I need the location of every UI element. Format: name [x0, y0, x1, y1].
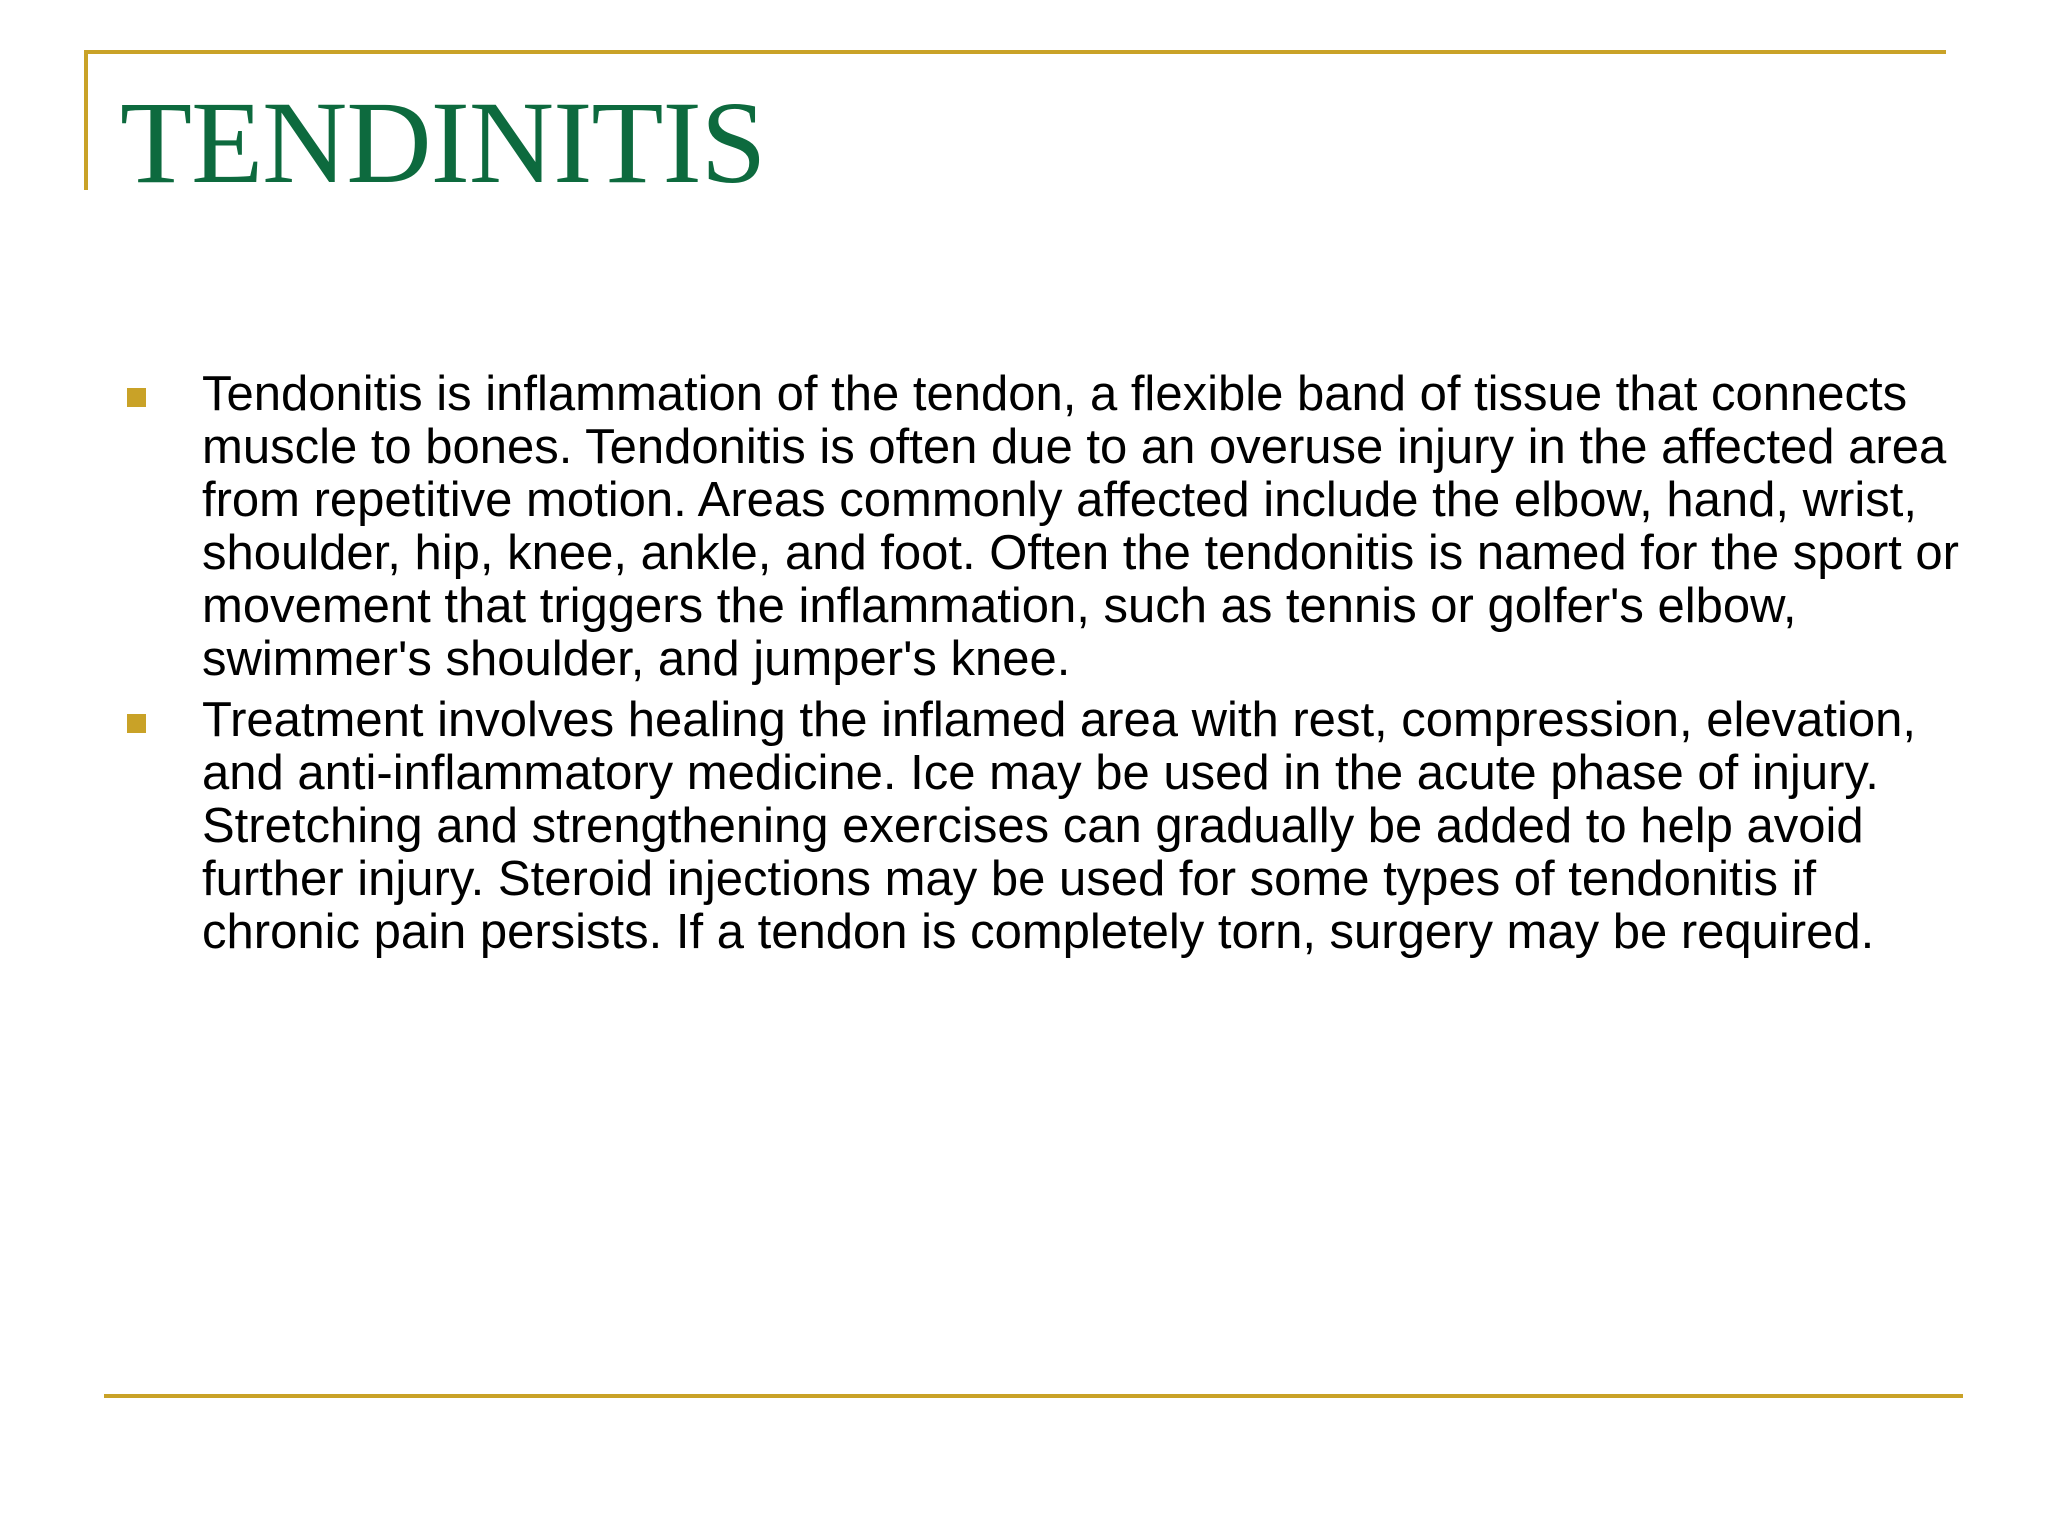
square-bullet-icon: [127, 714, 146, 733]
top-accent-rule: [84, 50, 1946, 54]
bullet-item: [122, 694, 1962, 959]
bullet-text: Treatment involves healing the inflamed area with rest, compression, elevation, and anti-inflammatory medicine. Ice may be used in the acute phase of injury. Stretching and strengthening exercises can gradually be added to help avoid further injury. Steroid injections may be used for some types of tendonitis if chronic pain persists. If a tendon is completely torn, surgery may be required.: [202, 693, 1917, 959]
square-bullet-icon: [127, 388, 146, 407]
left-accent-rule: [84, 50, 88, 190]
bullet-list: [122, 368, 1962, 959]
bullet-text: Tendonitis is inflammation of the tendon, a flexible band of tissue that connects muscle to bones. Tendonitis is often due to an overuse injury in the affected area from repetitive motion. Areas commonly affected include the elbow, hand, wrist, shoulder, hip, knee, ankle, and foot. Often the tendonitis is named for the sport or movement that triggers the inflammation, such as tennis or golfer's elbow, swimmer's shoulder, and jumper's knee.: [202, 367, 1959, 686]
slide-title: TENDINITIS: [120, 77, 766, 208]
bottom-accent-rule: [104, 1394, 1963, 1398]
bullet-item: [122, 368, 1962, 686]
